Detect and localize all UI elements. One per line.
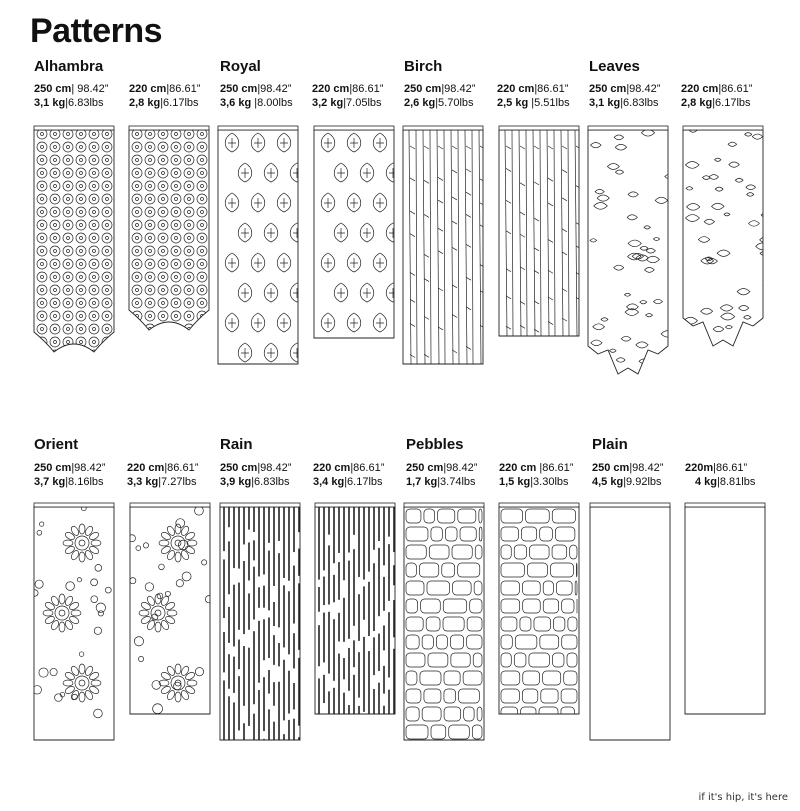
credit-text: if it's hip, it's here [698,792,788,803]
panel-royal-short [314,126,394,338]
spec-weight: 3,7 kg [34,476,66,488]
spec-length-in: 86.61” [167,462,199,474]
spec-weight: 3,2 kg [312,97,344,109]
pattern-name-pebbles: Pebbles [406,436,464,453]
spec-weight: 2,6 kg [404,97,436,109]
spec-leaves-short: 220 cm|86.61” 2,8 kg|6.17lbs [681,83,753,109]
pattern-name-birch: Birch [404,58,443,75]
panel-birch-long [403,126,483,364]
spec-weight-lbs: 6.83lbs [623,97,659,109]
spec-weight: 4,5 kg [592,476,624,488]
panel-leaves-short [683,126,763,346]
spec-weight-lbs: 5.51lbs [534,97,570,109]
spec-weight: 3,3 kg [127,476,159,488]
spec-length-in: 98.42” [260,83,292,95]
spec-length: 220 cm [312,83,350,95]
spec-weight: 1,7 kg [406,476,438,488]
spec-length-in: 98.42” [446,462,478,474]
spec-plain-long: 250 cm|98.42” 4,5 kg|9.92lbs [592,462,664,488]
pattern-name-orient: Orient [34,436,79,453]
spec-leaves-long: 250 cm|98.42” 3,1 kg|6.83lbs [589,83,661,109]
spec-length-in: 98.42” [74,462,106,474]
spec-weight-lbs: 5.70lbs [438,97,474,109]
spec-length-in: 86.61” [352,83,384,95]
spec-weight-lbs: 6.17lbs [163,97,199,109]
spec-weight-lbs: 8.00lbs [257,97,293,109]
spec-length-in: 98.42” [444,83,476,95]
spec-length: 250 cm [220,462,258,474]
spec-birch-long: 250 cm|98.42” 2,6 kg|5.70lbs [404,83,476,109]
spec-pebbles-long: 250 cm|98.42” 1,7 kg|3.74lbs [406,462,478,488]
spec-weight: 3,6 kg [220,97,252,109]
panel-pebbles-short [499,503,579,714]
spec-weight: 1,5 kg [499,476,531,488]
spec-weight: 3,4 kg [313,476,345,488]
panel-royal-long [218,126,298,364]
spec-alhambra-short: 220 cm|86.61” 2,8 kg|6.17lbs [129,83,201,109]
spec-length: 220m [685,462,714,474]
spec-length: 220 cm [127,462,165,474]
spec-length: 250 cm [34,462,72,474]
spec-length: 220 cm [681,83,719,95]
pattern-name-royal: Royal [220,58,261,75]
spec-weight: 4 kg [695,476,718,488]
panel-rain-long [220,503,300,740]
spec-length-in: 86.61” [353,462,385,474]
spec-weight-lbs: 3.30lbs [533,476,569,488]
spec-weight-lbs: 6.83lbs [254,476,290,488]
spec-length: 220 cm [499,462,537,474]
spec-length: 220 cm [497,83,535,95]
spec-weight-lbs: 8.16lbs [68,476,104,488]
spec-weight: 3,9 kg [220,476,252,488]
pattern-name-leaves: Leaves [589,58,640,75]
panel-leaves-long [588,126,668,374]
pattern-name-plain: Plain [592,436,628,453]
panel-pebbles-long [404,503,484,740]
spec-rain-long: 250 cm|98.42” 3,9 kg|6.83lbs [220,462,292,488]
spec-length: 250 cm [404,83,442,95]
spec-length-in: 98.42” [77,83,109,95]
spec-weight: 2,5 kg [497,97,529,109]
panel-alhambra-long [34,126,114,358]
spec-weight-lbs: 7.05lbs [346,97,382,109]
spec-length-in: 86.61” [542,462,574,474]
panel-orient-long [34,503,114,740]
spec-royal-long: 250 cm|98.42” 3,6 kg |8.00lbs [220,83,293,109]
panel-plain-long [590,503,670,740]
spec-pebbles-short: 220 cm |86.61” 1,5 kg|3.30lbs [499,462,574,488]
spec-weight-lbs: 7.27lbs [161,476,197,488]
pattern-name-alhambra: Alhambra [34,58,104,75]
spec-royal-short: 220 cm|86.61” 3,2 kg|7.05lbs [312,83,384,109]
spec-length: 250 cm [220,83,258,95]
spec-length-in: 86.61” [169,83,201,95]
spec-length-in: 86.61” [716,462,748,474]
panel-plain-short [685,503,765,714]
spec-alhambra-long: 250 cm| 98.42” 3,1 kg|6.83lbs [34,83,109,109]
spec-length-in: 86.61” [721,83,753,95]
spec-length: 220 cm [129,83,167,95]
spec-weight: 3,1 kg [34,97,66,109]
spec-length: 250 cm [406,462,444,474]
spec-length: 220 cm [313,462,351,474]
panel-orient-short [130,503,210,714]
spec-weight: 2,8 kg [129,97,161,109]
spec-rain-short: 220 cm|86.61” 3,4 kg|6.17lbs [313,462,385,488]
spec-length-in: 98.42” [629,83,661,95]
spec-length: 250 cm [34,83,72,95]
panel-rain-short [315,503,395,714]
spec-plain-short: 220m|86.61” 4 kg|8.81lbs [685,462,756,488]
page-title: Patterns [30,12,163,50]
spec-length: 250 cm [589,83,627,95]
spec-length: 250 cm [592,462,630,474]
spec-weight-lbs: 6.17lbs [715,97,751,109]
spec-weight-lbs: 8.81lbs [719,476,756,488]
panel-alhambra-short [129,126,209,336]
spec-weight-lbs: 6.83lbs [68,97,104,109]
spec-length-in: 98.42” [260,462,292,474]
spec-length-in: 98.42” [632,462,664,474]
spec-orient-long: 250 cm|98.42” 3,7 kg|8.16lbs [34,462,106,488]
spec-weight: 3,1 kg [589,97,621,109]
spec-length-in: 86.61” [537,83,569,95]
spec-weight-lbs: 9.92lbs [626,476,662,488]
spec-orient-short: 220 cm|86.61” 3,3 kg|7.27lbs [127,462,199,488]
spec-weight-lbs: 3.74lbs [440,476,476,488]
spec-weight-lbs: 6.17lbs [347,476,383,488]
pattern-name-rain: Rain [220,436,253,453]
spec-weight: 2,8 kg [681,97,713,109]
spec-birch-short: 220 cm|86.61” 2,5 kg |5.51lbs [497,83,570,109]
panel-birch-short [499,126,579,336]
